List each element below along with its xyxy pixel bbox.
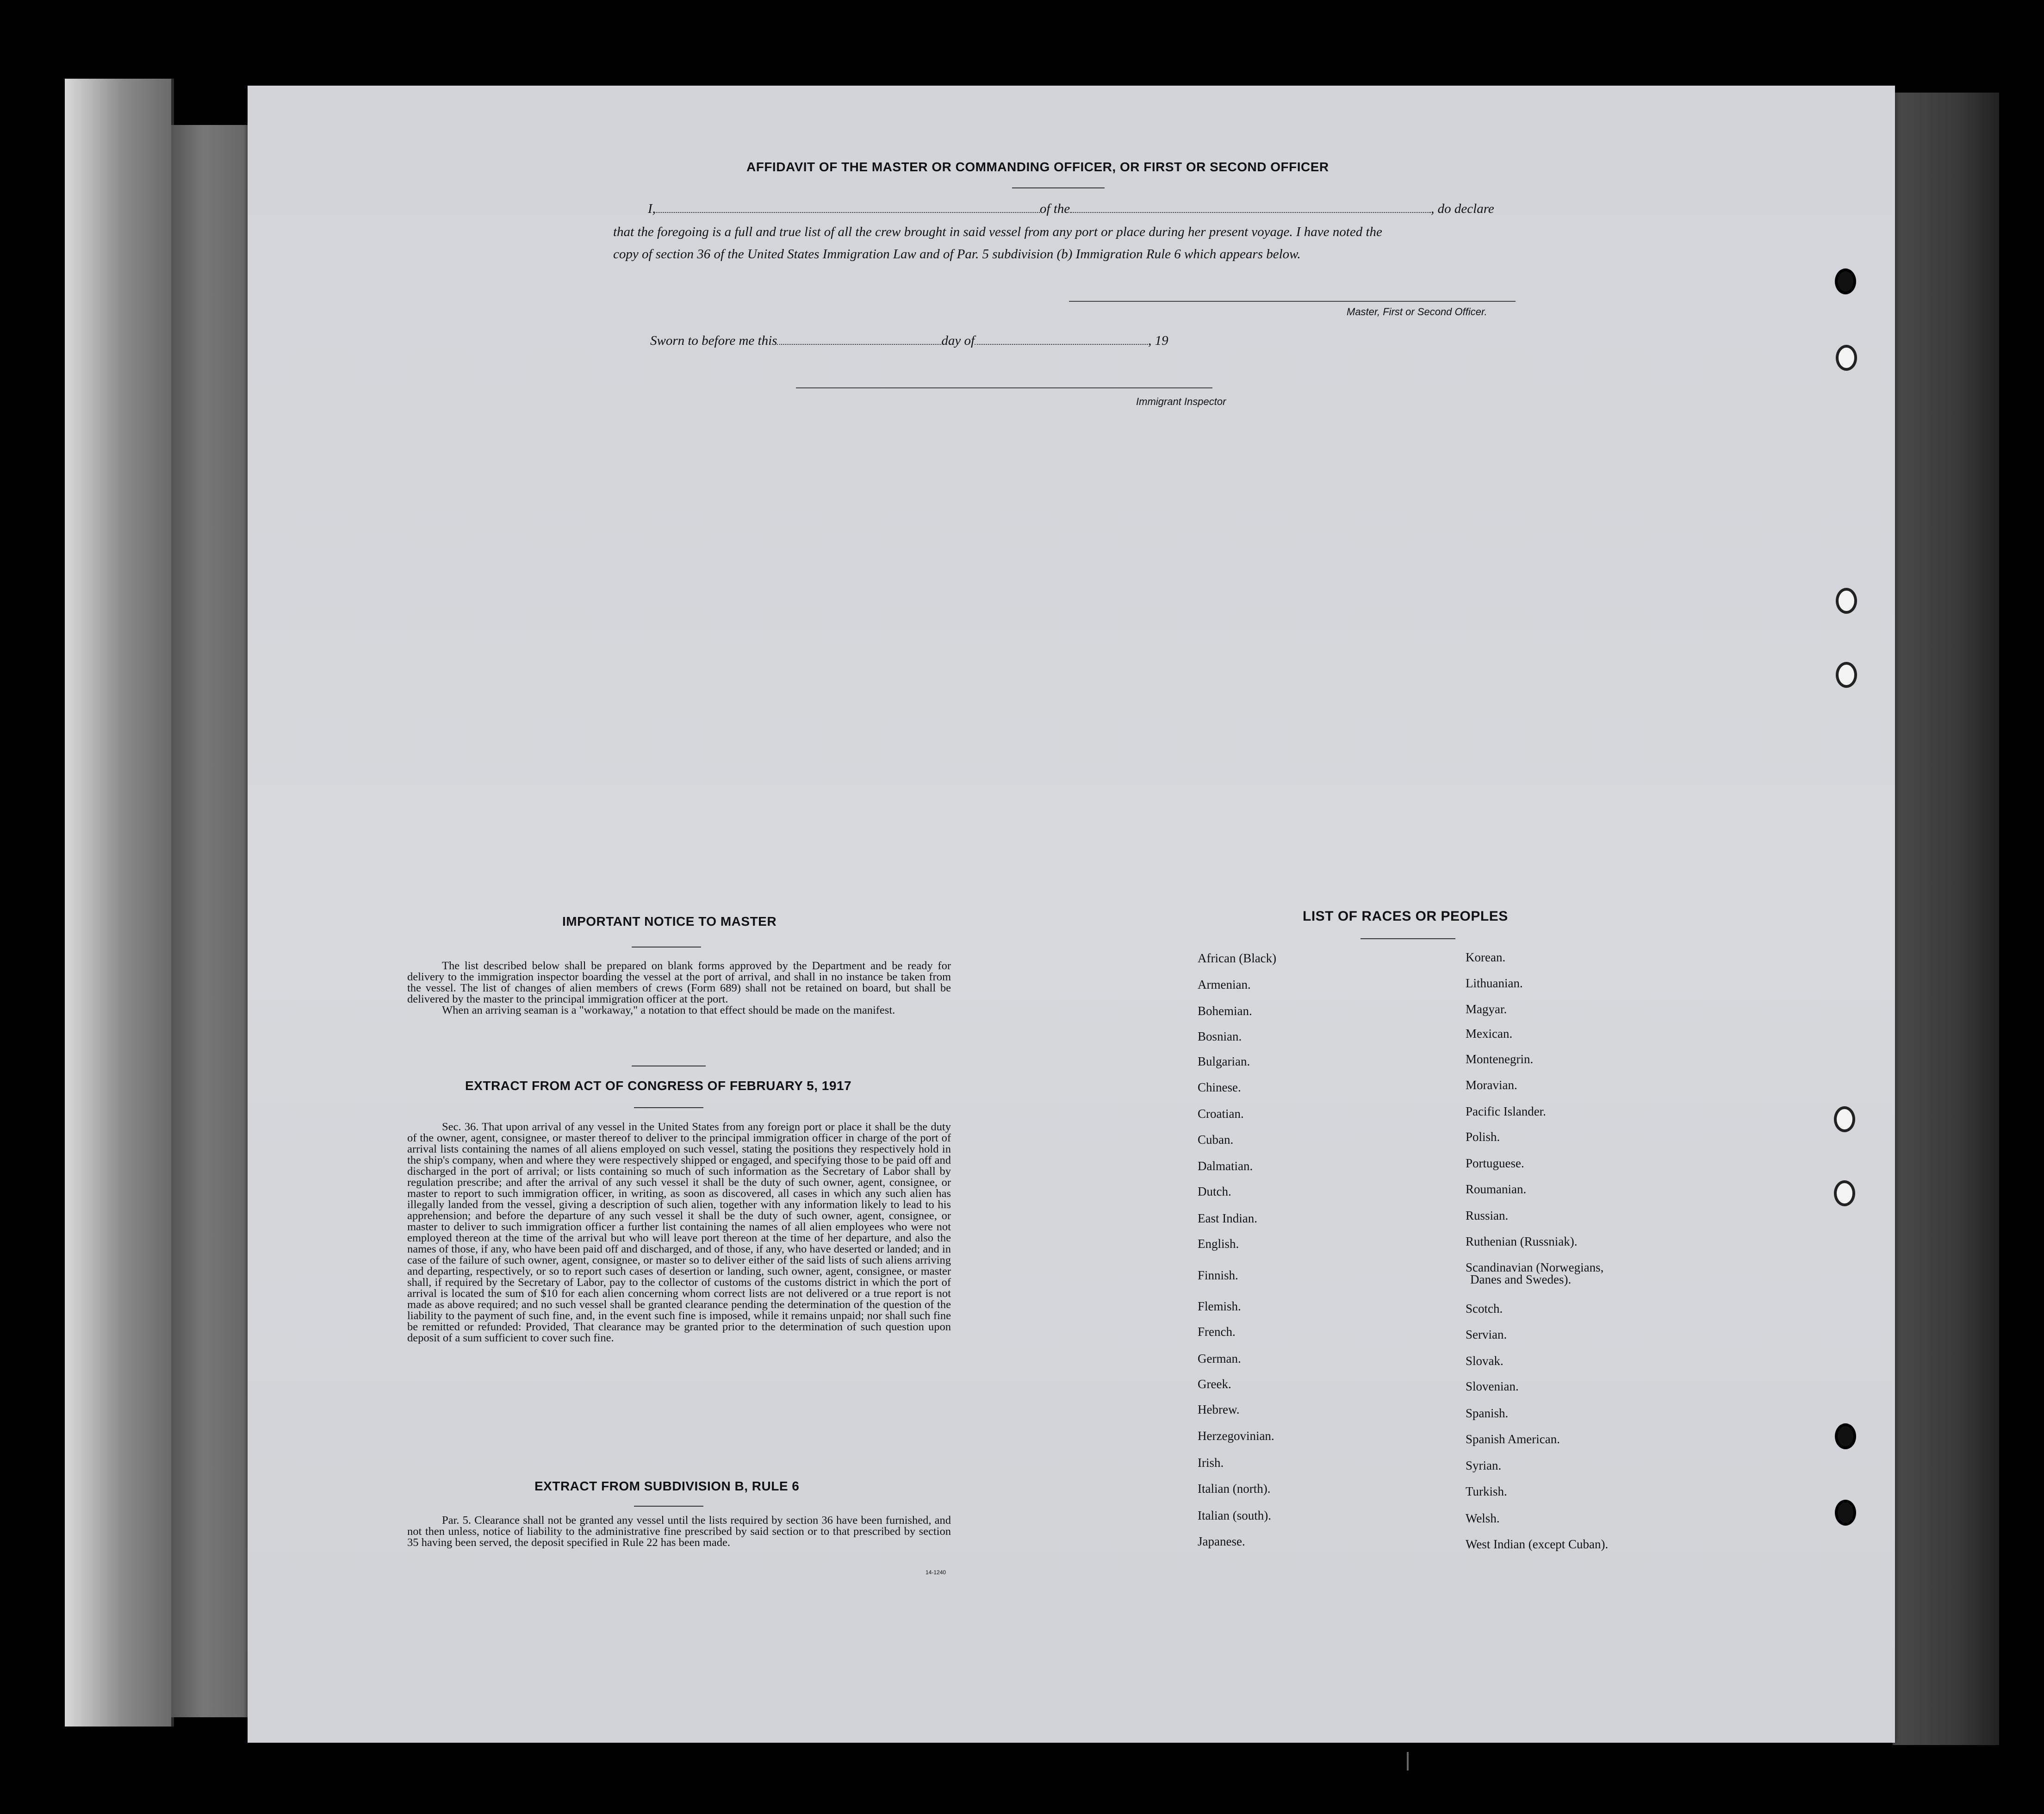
race-item: Hebrew. xyxy=(1198,1403,1240,1416)
race-item: Finnish. xyxy=(1198,1268,1238,1282)
race-item: Polish. xyxy=(1466,1130,1500,1144)
race-item: Chinese. xyxy=(1198,1080,1241,1094)
sworn-line xyxy=(650,333,1168,349)
act-body xyxy=(407,1122,951,1344)
race-item: Danes and Swedes). xyxy=(1470,1272,1572,1286)
declaration-line-3: copy of section 36 of the United States Immigration Law and of Par. 5 subdivision (b) Immigration Rule 6 which appears below. xyxy=(613,247,1301,262)
punch-hole-icon xyxy=(1835,268,1856,294)
race-item: French. xyxy=(1198,1325,1236,1339)
race-item: Scotch. xyxy=(1466,1302,1503,1315)
rule-title-rule xyxy=(634,1506,703,1507)
race-item: Scandinavian (Norwegians, xyxy=(1466,1260,1604,1274)
punch-hole-icon xyxy=(1835,1500,1856,1526)
binder-strip xyxy=(171,125,250,1717)
notice-para-1: The list described below shall be prepared on blank forms approved by the Department and be ready for delivery to the immigration inspector boarding the vessel at the port of arrival, and shall in no instance be taken from the vessel. The list of changes of alien members of crews (Form 689) shall not be retained on board, but shall be delivered by the master to the principal immigration officer at the port. xyxy=(407,960,951,1005)
race-item: Mexican. xyxy=(1466,1027,1513,1041)
page-stack-edge xyxy=(1893,93,1999,1745)
vessel-blank[interactable] xyxy=(1070,212,1431,213)
race-item: German. xyxy=(1198,1352,1241,1365)
race-item: Russian. xyxy=(1466,1209,1509,1222)
declaration-of-the: of the xyxy=(1039,201,1070,216)
race-item: Dutch. xyxy=(1198,1184,1231,1198)
punch-hole-icon xyxy=(1836,662,1857,688)
race-item: Slovak. xyxy=(1466,1354,1503,1368)
declaration-line-2: that the foregoing is a full and true list of all the crew brought in said vessel from any port or place during her present voyage. I have noted the xyxy=(613,224,1382,239)
title-rule xyxy=(1012,187,1105,188)
race-item: Pacific Islander. xyxy=(1466,1104,1546,1118)
race-item: Italian (north). xyxy=(1198,1482,1271,1496)
affidavit-title: AFFIDAVIT OF THE MASTER OR COMMANDING OFFICER, OR FIRST OR SECOND OFFICER xyxy=(746,160,1329,174)
race-item: African (Black) xyxy=(1198,951,1277,965)
act-title: EXTRACT FROM ACT OF CONGRESS OF FEBRUARY 5, 1917 xyxy=(465,1078,852,1093)
act-text: Sec. 36. That upon arrival of any vessel in the United States from any foreign port or place it shall be the duty of the owner, agent, consignee, or master thereof to deliver to the principal immigration officer in charge of the port of arrival lists containing the names of all aliens employed on such vessel, stating the positions they respectively hold in the ship's company, when and where they were respectively shipped or engaged, and specifying those to be paid off and discharged in the port of arrival; or lists containing so much of such information as the Secretary of Labor shall by regulation prescribe; and after the arrival of any such vessel it shall be the duty of such owner, agent, consignee, or master to report to such immigration officer, in writing, as soon as discovered, all cases in which any such alien has illegally landed from the vessel, giving a description of such alien, together with any information likely to lead to his apprehension; and before the departure of any such vessel it shall be the duty of such owner, agent, consignee, or master to deliver to such immigration officer a further list containing the names of all alien employees who were not employed thereon at the time of the arrival but who will leave port thereon at the time of her departure, and also the names of those, if any, who have been paid off and discharged, and of those, if any, who have deserted or landed; and in case of the failure of such owner, agent, consignee, or master so to deliver either of the said lists of such aliens arriving and departing, respectively, or so to report such cases of desertion or landing, such owner, agent, consignee, or master shall, if required by the Secretary of Labor, pay to the collector of customs of the customs district in which the port of arrival is located the sum of $10 for each alien concerning whom correct lists are not delivered or a true report is not made as above required; and no such vessel shall be granted clearance pending the determination of the question of the liability to the payment of such fine, and, in the event such fine is imposed, while it remains unpaid; nor shall such fine be remitted or refunded: Provided, That clearance may be granted prior to the determination of such question upon deposit of a sum sufficient to cover such fine. xyxy=(407,1121,951,1344)
punch-hole-icon xyxy=(1834,1106,1855,1132)
notice-rule xyxy=(632,947,701,948)
race-item: Herzegovinian. xyxy=(1198,1429,1274,1443)
notice-body xyxy=(407,960,951,1016)
race-item: Slovenian. xyxy=(1466,1379,1519,1393)
race-item: Flemish. xyxy=(1198,1299,1241,1313)
act-rule-bottom xyxy=(634,1107,703,1108)
race-item: Magyar. xyxy=(1466,1002,1507,1016)
race-item: Cuban. xyxy=(1198,1133,1234,1147)
race-item: Servian. xyxy=(1466,1328,1507,1341)
punch-hole-icon xyxy=(1836,588,1857,614)
race-item: Syrian. xyxy=(1466,1459,1502,1472)
races-title: LIST OF RACES OR PEOPLES xyxy=(1303,909,1508,924)
race-item: Roumanian. xyxy=(1466,1182,1527,1196)
punch-hole-icon xyxy=(1835,1423,1856,1449)
race-item: Lithuanian. xyxy=(1466,976,1523,990)
rule-text: Par. 5. Clearance shall not be granted any vessel until the lists required by section 36 have been furnished, and not then unless, notice of liability to the administrative fine prescribed by said section or to that prescribed by section 35 having been served, the deposit specified in Rule 22 has been made. xyxy=(407,1514,951,1549)
race-item: Spanish. xyxy=(1466,1406,1509,1420)
sworn-before: Sworn to before me this xyxy=(650,333,777,348)
race-item: Greek. xyxy=(1198,1377,1231,1391)
signature-caption: Master, First or Second Officer. xyxy=(1347,306,1487,318)
race-item: Croatian. xyxy=(1198,1107,1244,1121)
race-item: Welsh. xyxy=(1466,1511,1500,1525)
binder-spine xyxy=(65,79,174,1727)
notice-para-2: When an arriving seaman is a "workaway," a notation to that effect should be made on the manifest. xyxy=(442,1004,895,1016)
rule-body xyxy=(407,1515,951,1548)
race-item: Turkish. xyxy=(1466,1484,1507,1498)
notice-title: IMPORTANT NOTICE TO MASTER xyxy=(562,914,777,929)
race-item: Ruthenian (Russniak). xyxy=(1466,1234,1578,1248)
inspector-caption: Immigrant Inspector xyxy=(1136,396,1226,407)
race-item: Montenegrin. xyxy=(1466,1052,1534,1066)
race-item: West Indian (except Cuban). xyxy=(1466,1537,1609,1551)
races-rule xyxy=(1361,938,1455,939)
race-item: Spanish American. xyxy=(1466,1432,1560,1446)
race-item: Portuguese. xyxy=(1466,1156,1524,1170)
sworn-month-blank[interactable] xyxy=(975,344,1148,345)
sworn-day-of: day of xyxy=(941,333,975,348)
race-item: Moravian. xyxy=(1466,1078,1517,1092)
race-item: English. xyxy=(1198,1237,1239,1251)
declaration-line-1 xyxy=(648,201,1494,217)
race-item: Korean. xyxy=(1466,950,1506,964)
race-item: Japanese. xyxy=(1198,1534,1245,1548)
form-number: 14-1240 xyxy=(926,1569,946,1576)
race-item: Irish. xyxy=(1198,1456,1224,1470)
race-item: Italian (south). xyxy=(1198,1509,1271,1522)
page-fold xyxy=(1407,1752,1409,1770)
name-blank[interactable] xyxy=(656,212,1040,213)
sworn-day-blank[interactable] xyxy=(777,344,941,345)
race-item: Dalmatian. xyxy=(1198,1159,1253,1173)
inspector-signature-line[interactable] xyxy=(796,387,1212,388)
declaration-end: , do declare xyxy=(1431,201,1494,216)
manifest-page xyxy=(248,86,1895,1743)
sworn-year: , 19 xyxy=(1148,333,1168,348)
punch-hole-icon xyxy=(1836,345,1857,371)
race-item: East Indian. xyxy=(1198,1211,1257,1225)
rule-title: EXTRACT FROM SUBDIVISION B, RULE 6 xyxy=(534,1479,800,1493)
punch-hole-icon xyxy=(1834,1180,1855,1206)
race-item: Armenian. xyxy=(1198,978,1251,991)
declaration-i: I, xyxy=(648,201,656,216)
race-item: Bulgarian. xyxy=(1198,1054,1250,1068)
signature-line[interactable] xyxy=(1069,301,1516,302)
race-item: Bosnian. xyxy=(1198,1029,1242,1043)
race-item: Bohemian. xyxy=(1198,1004,1252,1018)
